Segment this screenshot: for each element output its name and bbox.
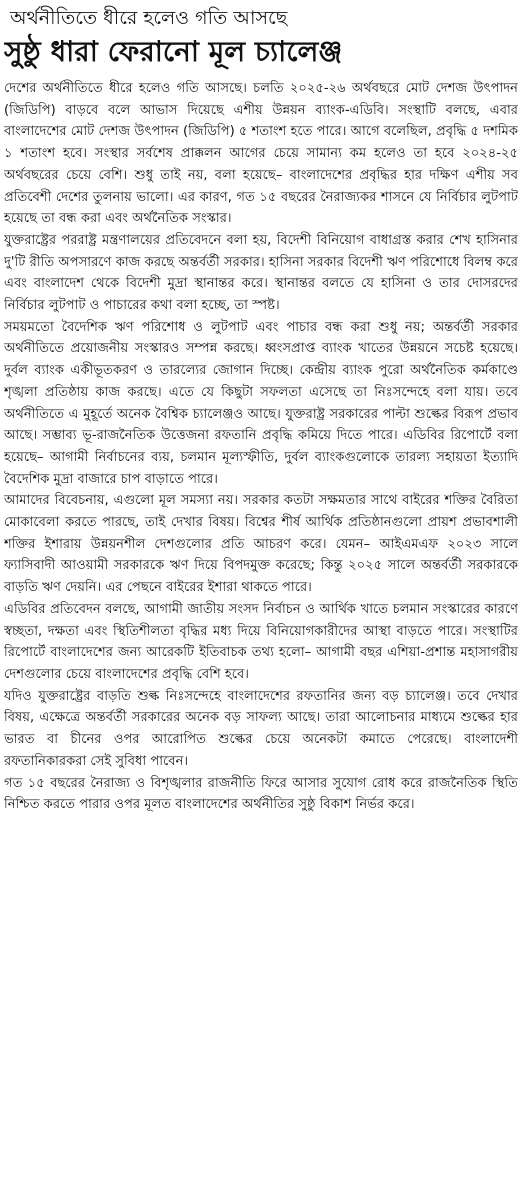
- article-paragraph: এডিবির প্রতিবেদন বলছে, আগামী জাতীয় সংসদ নির্বাচন ও আর্থিক খাতে চলমান সংস্কারের কারণে স্বচ্ছতা, দক্ষতা এবং স্থিতিশীলতা বৃদ্ধির মধ্য দিয়ে বিনিয়োগকারীদের আস্থা বাড়তে পারে। সংস্থাটির রিপোর্টে বাংলাদেশের জন্য আরেকটি ইতিবাচক তথ্য হলো– আগামী বছর এশিয়া-প্রশান্ত মহাসাগরীয় দেশগুলোর চেয়ে বাংলাদেশের প্রবৃদ্ধি বেশি হবে।: [4, 601, 518, 682]
- article-kicker: অর্থনীতিতে ধীরে হলেও গতি আসছে: [10, 7, 288, 29]
- article-paragraph: দেশের অর্থনীতিতে ধীরে হলেও গতি আসছে। চলতি ২০২৫-২৬ অর্থবছরে মোট দেশজ উৎপাদন (জিডিপি) বাড়বে বলে আভাস দিয়েছে এশীয় উন্নয়ন ব্যাংক-এডিবি। সংস্থাটি বলছে, এবার বাংলাদেশের মোট দেশজ উৎপাদন (জিডিপি) ৫ শতাংশ হতে পারে। আগে বলেছিল, প্রবৃদ্ধি ৫ দশমিক ১ শতাংশ হবে। সংস্থার সর্বশেষ প্রাক্কলন আগের চেয়ে সামান্য কম হলেও তা হবে ২০২৪-২৫ অর্থবছরের চেয়ে বেশি। শুধু তাই নয়, বলা হয়েছে– বাংলাদেশের প্রবৃদ্ধির হার দক্ষিণ এশীয় সব প্রতিবেশী দেশের তুলনায় ভালো। এর কারণ, গত ১৫ বছরের নৈরাজ্যকর শাসনে যে নির্বিচার লুটপাট হয়েছে তা বন্ধ করা এবং অর্থনৈতিক সংস্কার।: [4, 81, 518, 227]
- article: [4, 4, 518, 1184]
- article-paragraph: গত ১৫ বছরের নৈরাজ্য ও বিশৃঙ্খলার রাজনীতি ফিরে আসার সুযোগ রোধ করে রাজনৈতিক স্থিতি নিশ্চিত করতে পারার ওপর মূলত বাংলাদেশের অর্থনীতির সুষ্ঠু বিকাশ নির্ভর করে।: [4, 775, 518, 813]
- article-body: [4, 78, 518, 816]
- article-headline: সুষ্ঠু ধারা ফেরানো মূল চ্যালেঞ্জ: [4, 35, 343, 68]
- article-paragraph: আমাদের বিবেচনায়, এগুলো মূল সমস্যা নয়। সরকার কতটা সক্ষমতার সাথে বাইরের শক্তির বৈরিতা মোকাবেলা করতে পারছে, তাই দেখার বিষয়। বিশ্বের শীর্ষ আর্থিক প্রতিষ্ঠানগুলো প্রায়শ প্রভাবশালী শক্তির ইশারায় উন্নয়নশীল দেশগুলোর প্রতি আচরণ করে। যেমন– আইএমএফ ২০২৩ সালে ফ্যাসিবাদী আওয়ামী সরকারকে ঋণ দিয়ে বিপদমুক্ত করেছে; কিন্তু ২০২৫ সালে অন্তর্বর্তী সরকারকে বাড়তি ঋণ দেয়নি। এর পেছনে বাইরের ইশারা থাকতে পারে।: [4, 493, 518, 596]
- article-paragraph: সময়মতো বৈদেশিক ঋণ পরিশোধ ও লুটপাট এবং পাচার বন্ধ করা শুধু নয়; অন্তর্বর্তী সরকার অর্থনীতিতে প্রয়োজনীয় সংস্কারও সম্পন্ন করছে। ধ্বংসপ্রাপ্ত ব্যাংক খাতের উন্নয়নে সচেষ্ট হয়েছে। দুর্বল ব্যাংক একীভূতকরণ ও তারল্যের জোগান দিচ্ছে। কেন্দ্রীয় ব্যাংক পুরো অর্থনৈতিক কর্মকাণ্ডে শৃঙ্খলা প্রতিষ্ঠায় কাজ করছে। এতে যে কিছুটা সফলতা এসেছে তা নিঃসন্দেহে বলা যায়। তবে অর্থনীতিতে এ মুহূর্তে অনেক বৈশ্বিক চ্যালেঞ্জও আছে। যুক্তরাষ্ট্র সরকারের পাল্টা শুল্কের বিরূপ প্রভাব আছে। সম্ভাব্য ভূ-রাজনৈতিক উত্তেজনা রফতানি প্রবৃদ্ধি কমিয়ে দিতে পারে। এডিবির রিপোর্টে বলা হয়েছে– আগামী নির্বাচনের ব্যয়, চলমান মূল্যস্ফীতি, দুর্বল ব্যাংকগুলোকে তারল্য সহায়তা ইত্যাদি বৈদেশিক মুদ্রা বাজারে চাপ বাড়াতে পারে।: [4, 319, 518, 487]
- article-paragraph: যুক্তরাষ্ট্রের পররাষ্ট্র মন্ত্রণালয়ের প্রতিবেদনে বলা হয়, বিদেশী বিনিয়োগ বাধাগ্রস্ত করার শেখ হাসিনার দু'টি রীতি অপসারণে কাজ করছে অন্তর্বর্তী সরকার। হাসিনা সরকার বিদেশী ঋণ পরিশোধে বিলম্ব করে এবং বাংলাদেশ থেকে বিদেশী মুদ্রা স্থানান্তর করে। স্থানান্তর বলতে যে হাসিনা ও তার দোসরদের নির্বিচার লুটপাট ও পাচারের কথা বলা হচ্ছে, তা স্পষ্ট।: [4, 232, 518, 314]
- article-paragraph: যদিও যুক্তরাষ্ট্রের বাড়তি শুল্ক নিঃসন্দেহে বাংলাদেশের রফতানির জন্য বড় চ্যালেঞ্জ। তবে দেখার বিষয়, এক্ষেত্রে অন্তর্বর্তী সরকারের অনেক বড় সাফল্য আছে। তারা আলোচনার মাধ্যমে শুল্কের হার ভারত বা চীনের ওপর আরোপিত শুল্কের চেয়ে অনেকটা কমাতে পেরেছে। বাংলাদেশী রফতানিকারকরা সেই সুবিধা পাবেন।: [4, 688, 518, 769]
